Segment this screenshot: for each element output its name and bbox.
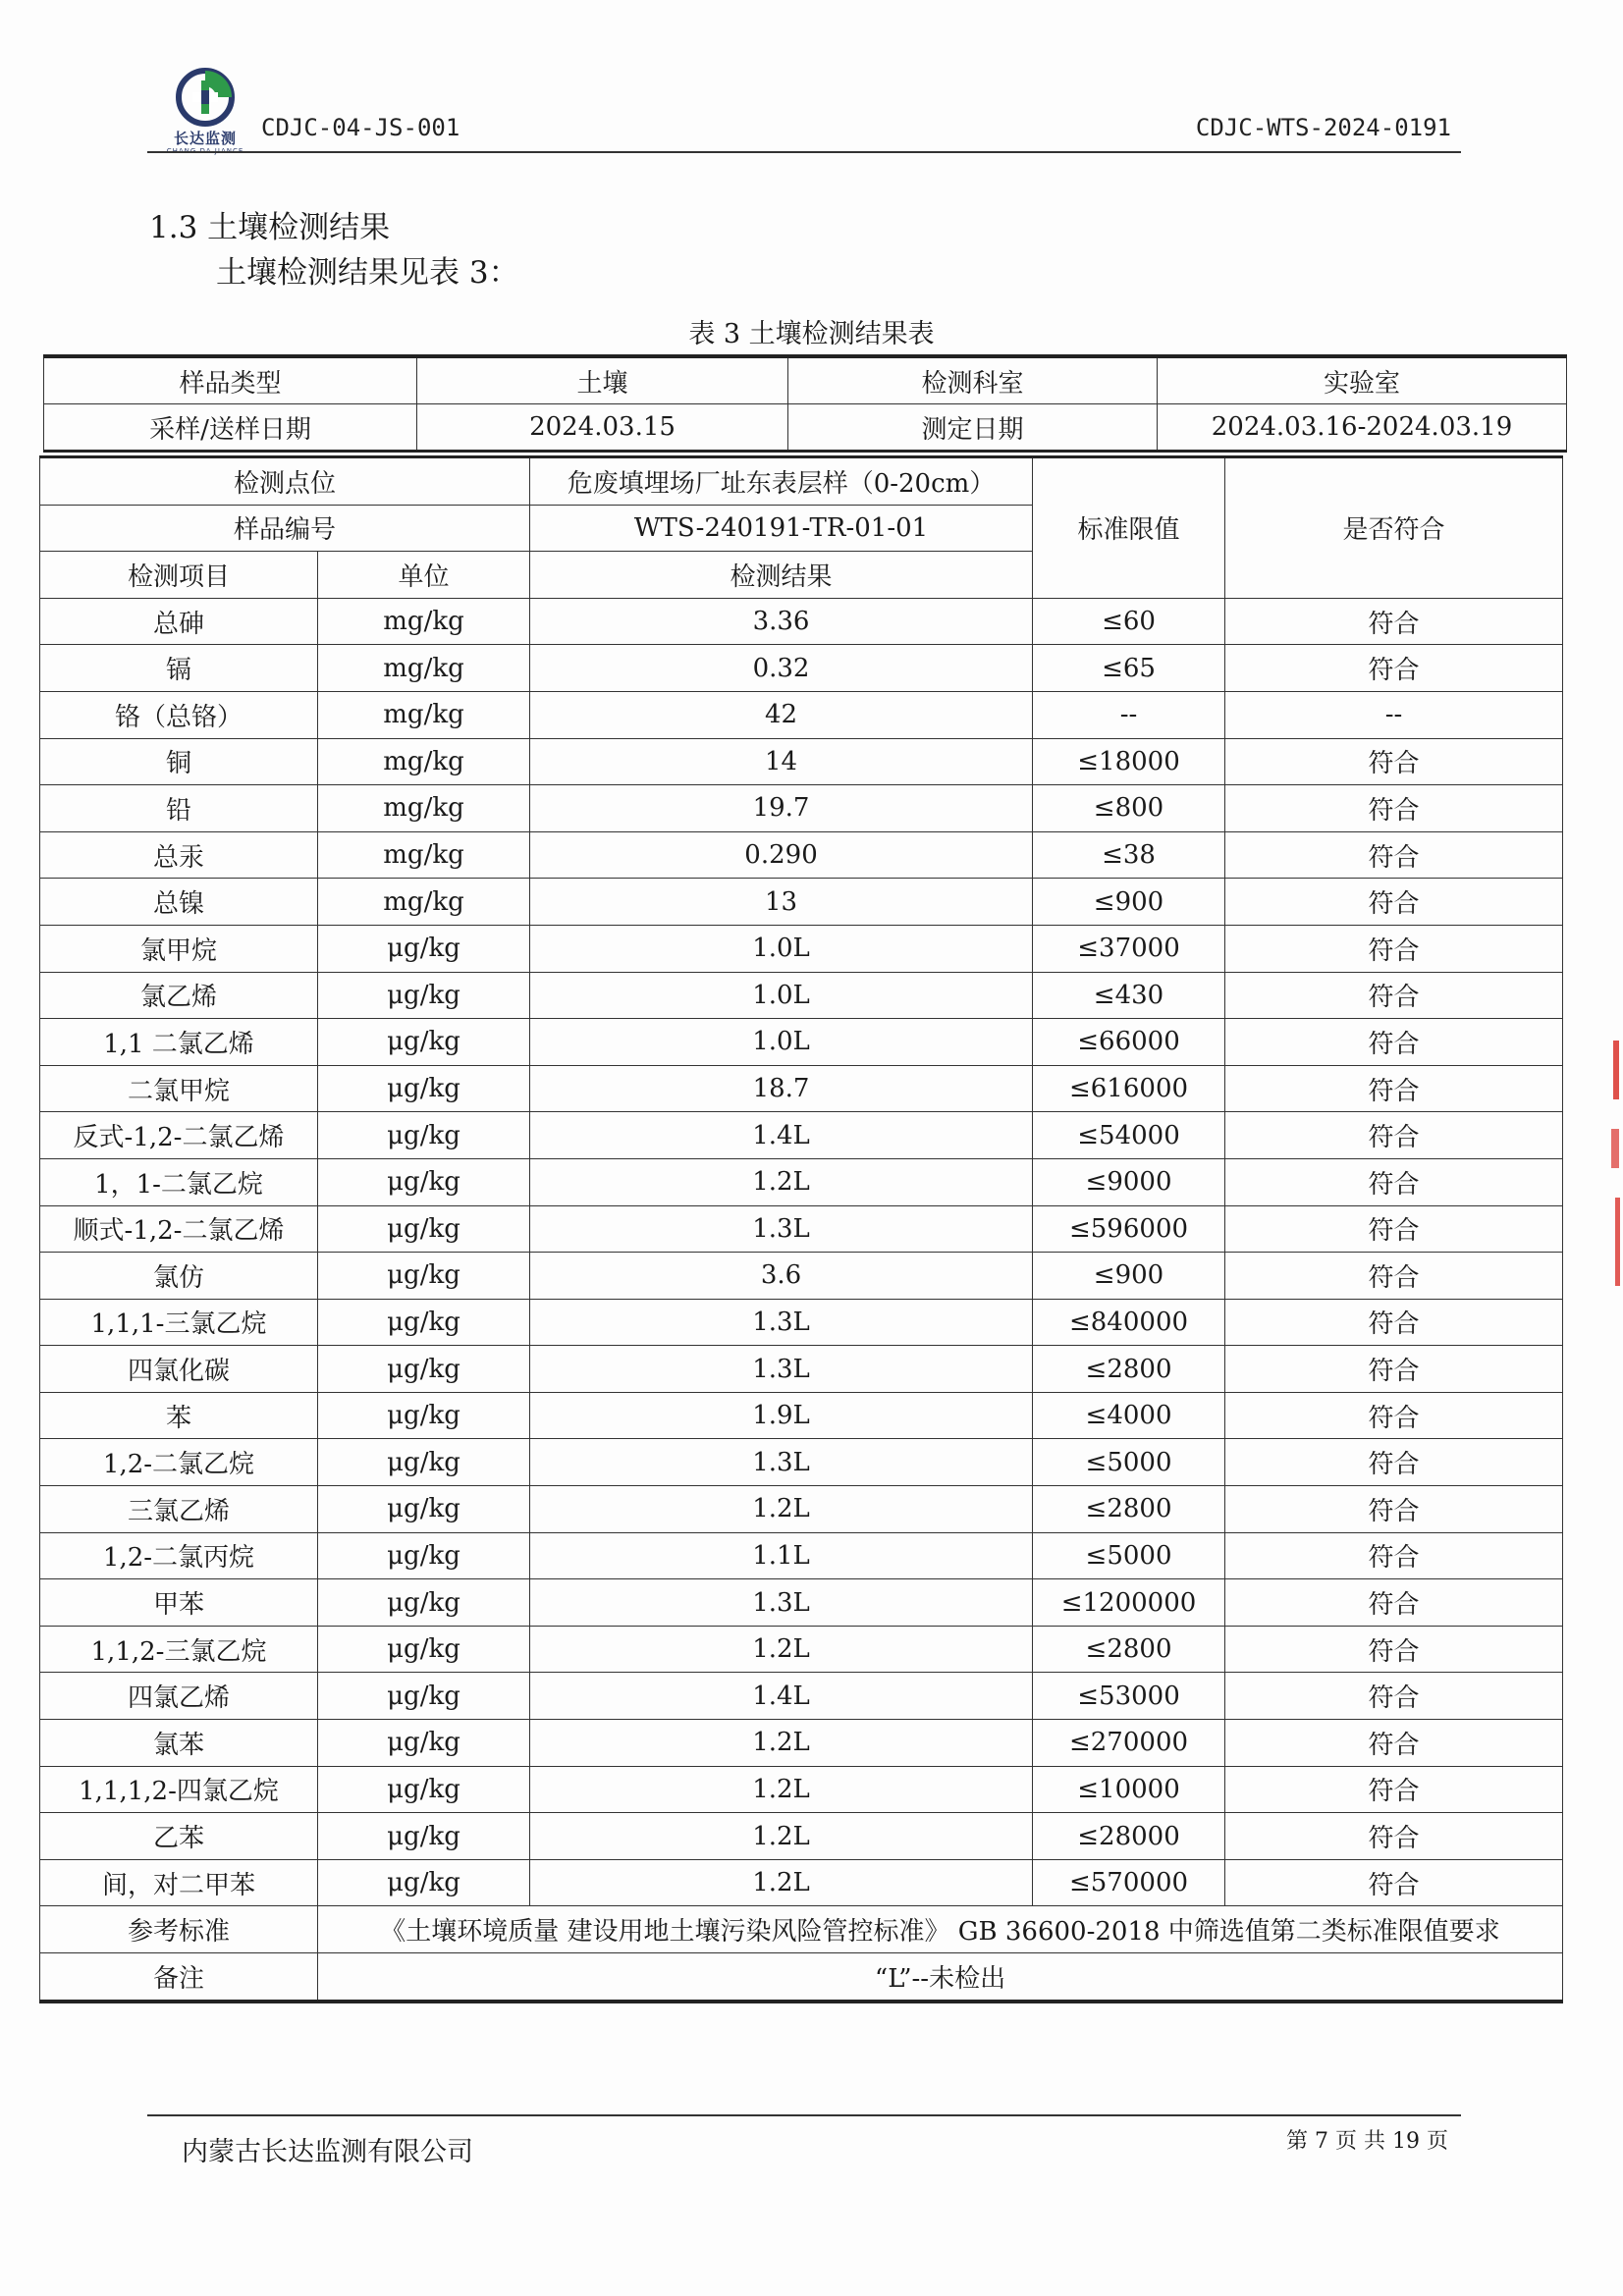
- table-row: [40, 645, 1563, 692]
- unit-cell: mg/kg: [318, 691, 530, 738]
- item-cell: 乙苯: [40, 1813, 318, 1860]
- table-row: [40, 598, 1563, 645]
- unit-cell: μg/kg: [318, 1766, 530, 1813]
- table-row: [40, 925, 1563, 972]
- conform-cell: 符合: [1225, 1392, 1563, 1439]
- table-row: [40, 1813, 1563, 1860]
- table-row: [40, 1439, 1563, 1486]
- unit-cell: mg/kg: [318, 598, 530, 645]
- limit-cell: ≤2800: [1033, 1626, 1225, 1673]
- item-cell: 反式-1,2-二氯乙烯: [40, 1112, 318, 1159]
- conform-cell: 符合: [1225, 1299, 1563, 1346]
- table-row: [40, 972, 1563, 1019]
- unit-cell: μg/kg: [318, 1253, 530, 1300]
- conform-cell: 符合: [1225, 645, 1563, 692]
- unit-cell: μg/kg: [318, 925, 530, 972]
- seal-edge-icon: [1609, 1031, 1623, 1296]
- point-label: 检测点位: [40, 457, 530, 506]
- item-cell: 总砷: [40, 598, 318, 645]
- item-cell: 铅: [40, 785, 318, 832]
- conform-cell: 符合: [1225, 1766, 1563, 1813]
- limit-cell: ≤38: [1033, 831, 1225, 879]
- conform-cell: 符合: [1225, 1439, 1563, 1486]
- limit-cell: ≤900: [1033, 1253, 1225, 1300]
- item-cell: 1,1,1,2-四氯乙烷: [40, 1766, 318, 1813]
- lab-label: 检测科室: [788, 356, 1158, 404]
- unit-cell: μg/kg: [318, 1626, 530, 1673]
- limit-cell: ≤616000: [1033, 1065, 1225, 1112]
- unit-cell: μg/kg: [318, 1486, 530, 1533]
- table-row: [40, 1579, 1563, 1627]
- company-logo: [165, 67, 245, 155]
- limit-cell: ≤66000: [1033, 1019, 1225, 1066]
- item-cell: 总镍: [40, 879, 318, 926]
- item-cell: 氯仿: [40, 1253, 318, 1300]
- limit-cell: ≤9000: [1033, 1158, 1225, 1205]
- unit-cell: μg/kg: [318, 1346, 530, 1393]
- conform-cell: 符合: [1225, 1579, 1563, 1627]
- result-cell: 1.3L: [530, 1205, 1033, 1253]
- limit-header: 标准限值: [1033, 457, 1225, 599]
- table-caption: 表 3 土壤检测结果表: [688, 319, 935, 349]
- conform-cell: 符合: [1225, 1158, 1563, 1205]
- sample-type-label: 样品类型: [44, 356, 417, 404]
- limit-cell: ≤5000: [1033, 1439, 1225, 1486]
- unit-cell: mg/kg: [318, 785, 530, 832]
- item-cell: 苯: [40, 1392, 318, 1439]
- result-cell: 42: [530, 691, 1033, 738]
- note-row: [40, 1953, 1563, 2002]
- table-row: [40, 1299, 1563, 1346]
- limit-cell: ≤900: [1033, 879, 1225, 926]
- point-row: [40, 457, 1563, 506]
- limit-cell: ≤2800: [1033, 1486, 1225, 1533]
- unit-cell: μg/kg: [318, 1112, 530, 1159]
- table-row: [40, 1112, 1563, 1159]
- limit-cell: ≤1200000: [1033, 1579, 1225, 1627]
- limit-cell: ≤28000: [1033, 1813, 1225, 1860]
- page-number: 第 7 页 共 19 页: [1286, 2129, 1448, 2154]
- table-row: [40, 1532, 1563, 1579]
- result-cell: 0.32: [530, 645, 1033, 692]
- form-code: CDJC-04-JS-001: [261, 114, 460, 141]
- conform-cell: 符合: [1225, 1859, 1563, 1906]
- table-row: [40, 785, 1563, 832]
- unit-cell: mg/kg: [318, 738, 530, 785]
- limit-cell: --: [1033, 691, 1225, 738]
- result-header: 检测结果: [530, 552, 1033, 599]
- table-row: [40, 831, 1563, 879]
- result-cell: 1.3L: [530, 1579, 1033, 1627]
- limit-cell: ≤570000: [1033, 1859, 1225, 1906]
- unit-cell: μg/kg: [318, 1859, 530, 1906]
- item-cell: 总汞: [40, 831, 318, 879]
- limit-cell: ≤840000: [1033, 1299, 1225, 1346]
- result-cell: 1.3L: [530, 1346, 1033, 1393]
- item-cell: 镉: [40, 645, 318, 692]
- unit-cell: mg/kg: [318, 645, 530, 692]
- item-cell: 三氯乙烯: [40, 1486, 318, 1533]
- unit-cell: μg/kg: [318, 1813, 530, 1860]
- result-cell: 1.2L: [530, 1813, 1033, 1860]
- info-row: [44, 404, 1567, 452]
- table-row: [40, 1766, 1563, 1813]
- reference-value: 《土壤环境质量 建设用地土壤污染风险管控标准》 GB 36600-2018 中筛选值第二类标准限值要求: [318, 1906, 1563, 1953]
- result-cell: 1.2L: [530, 1859, 1033, 1906]
- table-row: [40, 1019, 1563, 1066]
- result-cell: 1.0L: [530, 972, 1033, 1019]
- result-cell: 1.2L: [530, 1486, 1033, 1533]
- unit-cell: μg/kg: [318, 1532, 530, 1579]
- table-row: [40, 1673, 1563, 1720]
- item-cell: 1,1,1-三氯乙烷: [40, 1299, 318, 1346]
- test-date-value: 2024.03.16-2024.03.19: [1158, 404, 1567, 452]
- header-divider: [147, 151, 1461, 153]
- unit-cell: μg/kg: [318, 1019, 530, 1066]
- conform-cell: 符合: [1225, 1205, 1563, 1253]
- result-cell: 18.7: [530, 1065, 1033, 1112]
- table-row: [40, 1626, 1563, 1673]
- table-row: [40, 1859, 1563, 1906]
- limit-cell: ≤18000: [1033, 738, 1225, 785]
- point-value: 危废填埋场厂址东表层样（0-20cm）: [530, 457, 1033, 506]
- report-number: CDJC-WTS-2024-0191: [1195, 114, 1451, 141]
- section-intro: 土壤检测结果见表 3：: [216, 255, 519, 291]
- reference-label: 参考标准: [40, 1906, 318, 1953]
- result-cell: 1.4L: [530, 1112, 1033, 1159]
- item-cell: 四氯乙烯: [40, 1673, 318, 1720]
- conform-cell: 符合: [1225, 1532, 1563, 1579]
- result-cell: 1.0L: [530, 925, 1033, 972]
- results-table: [39, 455, 1563, 2003]
- conform-cell: 符合: [1225, 785, 1563, 832]
- item-cell: 1,2-二氯丙烷: [40, 1532, 318, 1579]
- test-date-label: 测定日期: [788, 404, 1158, 452]
- conform-cell: 符合: [1225, 598, 1563, 645]
- limit-cell: ≤270000: [1033, 1720, 1225, 1767]
- sample-type-value: 土壤: [417, 356, 788, 404]
- limit-cell: ≤53000: [1033, 1673, 1225, 1720]
- item-cell: 铜: [40, 738, 318, 785]
- result-cell: 1.9L: [530, 1392, 1033, 1439]
- item-cell: 甲苯: [40, 1579, 318, 1627]
- item-cell: 间，对二甲苯: [40, 1859, 318, 1906]
- unit-cell: mg/kg: [318, 879, 530, 926]
- item-cell: 二氯甲烷: [40, 1065, 318, 1112]
- unit-cell: μg/kg: [318, 1158, 530, 1205]
- result-cell: 3.6: [530, 1253, 1033, 1300]
- result-cell: 14: [530, 738, 1033, 785]
- unit-cell: μg/kg: [318, 1579, 530, 1627]
- section-title: 1.3 土壤检测结果: [149, 210, 391, 245]
- result-cell: 1.2L: [530, 1766, 1033, 1813]
- sampling-date-label: 采样/送样日期: [44, 404, 417, 452]
- conform-header: 是否符合: [1225, 457, 1563, 599]
- conform-cell: 符合: [1225, 738, 1563, 785]
- conform-cell: 符合: [1225, 1673, 1563, 1720]
- result-cell: 0.290: [530, 831, 1033, 879]
- item-cell: 四氯化碳: [40, 1346, 318, 1393]
- note-label: 备注: [40, 1953, 318, 2002]
- table-row: [40, 1392, 1563, 1439]
- conform-cell: 符合: [1225, 1813, 1563, 1860]
- conform-cell: --: [1225, 691, 1563, 738]
- result-cell: 1.2L: [530, 1158, 1033, 1205]
- conform-cell: 符合: [1225, 1486, 1563, 1533]
- unit-cell: μg/kg: [318, 1065, 530, 1112]
- table-row: [40, 1065, 1563, 1112]
- conform-cell: 符合: [1225, 879, 1563, 926]
- lab-value: 实验室: [1158, 356, 1567, 404]
- limit-cell: ≤10000: [1033, 1766, 1225, 1813]
- item-cell: 顺式-1,2-二氯乙烯: [40, 1205, 318, 1253]
- unit-header: 单位: [318, 552, 530, 599]
- footer-divider: [147, 2114, 1461, 2116]
- note-value: “L”--未检出: [318, 1953, 1563, 2002]
- conform-cell: 符合: [1225, 972, 1563, 1019]
- item-cell: 氯乙烯: [40, 972, 318, 1019]
- logo-subtext: CHANG DA JIANCE: [166, 147, 244, 155]
- unit-cell: μg/kg: [318, 1392, 530, 1439]
- unit-cell: μg/kg: [318, 1205, 530, 1253]
- table-row: [40, 738, 1563, 785]
- table-row: [40, 1205, 1563, 1253]
- table-row: [40, 1486, 1563, 1533]
- table-row: [40, 1158, 1563, 1205]
- conform-cell: 符合: [1225, 1253, 1563, 1300]
- item-header: 检测项目: [40, 552, 318, 599]
- result-cell: 1.2L: [530, 1720, 1033, 1767]
- sampling-date-value: 2024.03.15: [417, 404, 788, 452]
- sample-info-table: [43, 354, 1567, 453]
- limit-cell: ≤4000: [1033, 1392, 1225, 1439]
- company-name: 内蒙古长达监测有限公司: [182, 2137, 473, 2167]
- conform-cell: 符合: [1225, 1065, 1563, 1112]
- table-row: [40, 1346, 1563, 1393]
- item-cell: 氯甲烷: [40, 925, 318, 972]
- unit-cell: μg/kg: [318, 1439, 530, 1486]
- logo-emblem-icon: [173, 67, 238, 128]
- result-cell: 1.2L: [530, 1626, 1033, 1673]
- result-cell: 1.3L: [530, 1299, 1033, 1346]
- unit-cell: μg/kg: [318, 1299, 530, 1346]
- limit-cell: ≤800: [1033, 785, 1225, 832]
- conform-cell: 符合: [1225, 1112, 1563, 1159]
- unit-cell: μg/kg: [318, 1720, 530, 1767]
- result-cell: 13: [530, 879, 1033, 926]
- item-cell: 1,1 二氯乙烯: [40, 1019, 318, 1066]
- table-row: [40, 1253, 1563, 1300]
- sample-no-value: WTS-240191-TR-01-01: [530, 505, 1033, 552]
- result-cell: 19.7: [530, 785, 1033, 832]
- limit-cell: ≤60: [1033, 598, 1225, 645]
- limit-cell: ≤430: [1033, 972, 1225, 1019]
- result-cell: 1.3L: [530, 1439, 1033, 1486]
- item-cell: 1,1,2-三氯乙烷: [40, 1626, 318, 1673]
- reference-row: [40, 1906, 1563, 1953]
- result-cell: 1.0L: [530, 1019, 1033, 1066]
- item-cell: 1,2-二氯乙烷: [40, 1439, 318, 1486]
- conform-cell: 符合: [1225, 1019, 1563, 1066]
- conform-cell: 符合: [1225, 831, 1563, 879]
- unit-cell: μg/kg: [318, 1673, 530, 1720]
- table-row: [40, 1720, 1563, 1767]
- limit-cell: ≤2800: [1033, 1346, 1225, 1393]
- table-row: [40, 879, 1563, 926]
- item-cell: 铬（总铬）: [40, 691, 318, 738]
- info-row: [44, 356, 1567, 404]
- limit-cell: ≤596000: [1033, 1205, 1225, 1253]
- limit-cell: ≤65: [1033, 645, 1225, 692]
- unit-cell: μg/kg: [318, 972, 530, 1019]
- conform-cell: 符合: [1225, 925, 1563, 972]
- result-cell: 1.1L: [530, 1532, 1033, 1579]
- limit-cell: ≤54000: [1033, 1112, 1225, 1159]
- conform-cell: 符合: [1225, 1720, 1563, 1767]
- result-cell: 3.36: [530, 598, 1033, 645]
- unit-cell: mg/kg: [318, 831, 530, 879]
- table-row: [40, 691, 1563, 738]
- logo-text: 长达监测: [173, 130, 237, 147]
- conform-cell: 符合: [1225, 1626, 1563, 1673]
- item-cell: 氯苯: [40, 1720, 318, 1767]
- limit-cell: ≤5000: [1033, 1532, 1225, 1579]
- item-cell: 1，1-二氯乙烷: [40, 1158, 318, 1205]
- sample-no-label: 样品编号: [40, 505, 530, 552]
- limit-cell: ≤37000: [1033, 925, 1225, 972]
- conform-cell: 符合: [1225, 1346, 1563, 1393]
- result-cell: 1.4L: [530, 1673, 1033, 1720]
